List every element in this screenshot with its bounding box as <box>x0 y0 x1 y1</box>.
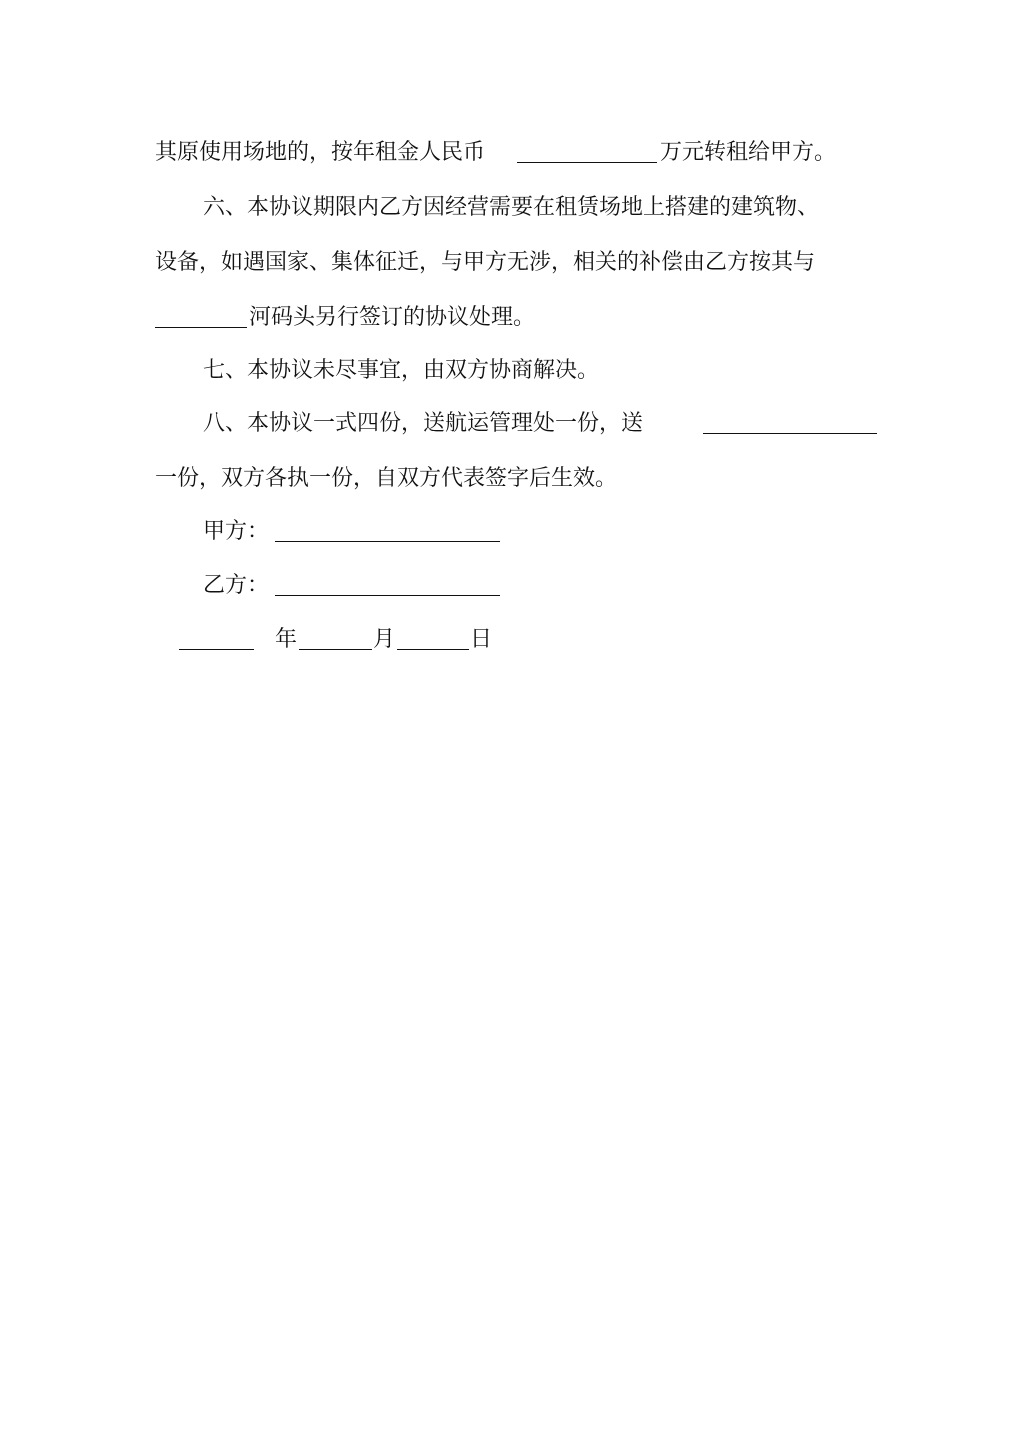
day-blank <box>397 649 469 650</box>
clause-7-line <box>0 351 1024 391</box>
clause-6-line-3 <box>0 298 1024 338</box>
clause-6-text-1: 六、本协议期限内乙方因经营需要在租赁场地上搭建的建筑物、 <box>203 195 820 220</box>
day-label: 日 <box>470 627 493 652</box>
rent-amount-blank <box>517 162 657 163</box>
recipient-blank <box>703 433 877 434</box>
clause-8-line-1 <box>0 404 1024 444</box>
clause-8-line-2 <box>0 459 1024 499</box>
party-b-label: 乙方： <box>203 573 270 598</box>
rent-text-after: 万元转租给甲方。 <box>660 140 837 165</box>
party-b-signature-blank <box>275 595 500 596</box>
rent-text-before: 其原使用场地的，按年租金人民币 <box>155 140 486 165</box>
clause-6-line-1 <box>0 188 1024 228</box>
party-a-line <box>0 512 1024 552</box>
date-line <box>0 620 1024 660</box>
party-a-label: 甲方： <box>203 519 270 544</box>
river-name-blank <box>155 327 247 328</box>
year-blank <box>179 649 254 650</box>
year-label: 年 <box>275 627 298 652</box>
clause-8-text-2: 一份，双方各执一份，自双方代表签字后生效。 <box>155 466 618 491</box>
clause-6-text-2: 设备，如遇国家、集体征迁，与甲方无涉，相关的补偿由乙方按其与 <box>155 250 816 275</box>
clause-7-text: 七、本协议未尽事宜，由双方协商解决。 <box>203 358 600 383</box>
party-a-signature-blank <box>275 541 500 542</box>
clause-8-text-1: 八、本协议一式四份，送航运管理处一份，送 <box>203 411 644 436</box>
clause-6-line-2 <box>0 243 1024 283</box>
month-blank <box>299 649 372 650</box>
clause-6-text-3: 河码头另行签订的协议处理。 <box>249 305 536 330</box>
rent-line <box>0 133 1024 173</box>
month-label: 月 <box>373 627 396 652</box>
party-b-line <box>0 566 1024 606</box>
